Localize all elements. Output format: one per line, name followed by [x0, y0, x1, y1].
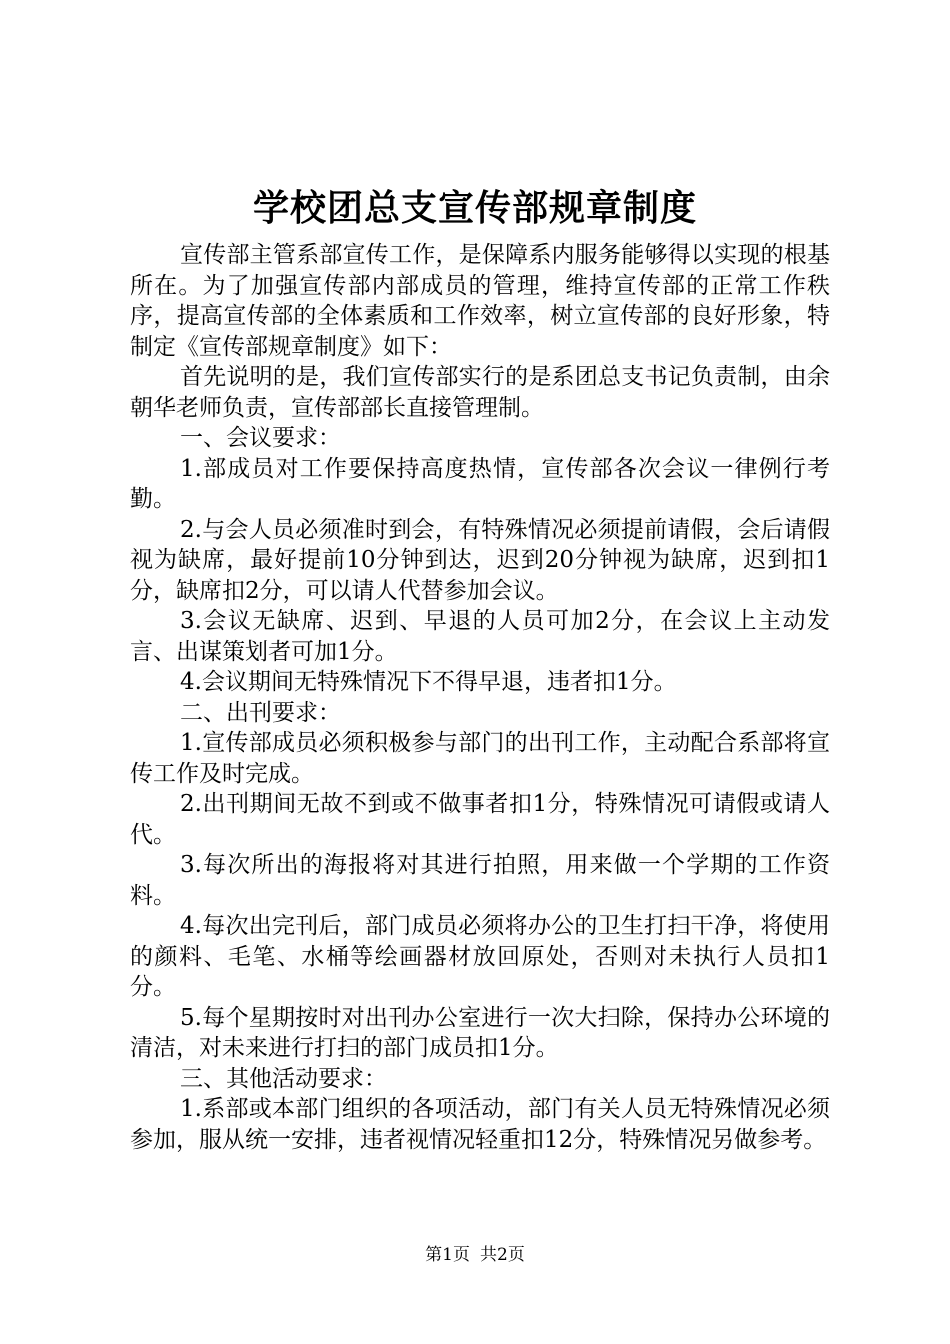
page-total: 共2页 — [480, 1245, 525, 1265]
publishing-rule-5: 5.每个星期按时对出刊办公室进行一次大扫除，保持办公环境的清洁，对未来进行打扫的部门成员扣1分。 — [130, 1004, 830, 1061]
intro-paragraph: 宣传部主管系部宣传工作，是保障系内服务能够得以实现的根基所在。为了加强宣传部内部成员的管理，维持宣传部的正常工作秩序，提高宣传部的全体素质和工作效率，树立宣传部的良好形象，特制定《宣传部规章制度》如下： — [130, 242, 830, 360]
section-heading-publishing: 二、出刊要求： — [180, 699, 341, 726]
meeting-rule-2: 2.与会人员必须准时到会，有特殊情况必须提前请假，会后请假视为缺席，最好提前10分钟到达，迟到20分钟视为缺席，迟到扣1分，缺席扣2分，可以请人代替参加会议。 — [130, 516, 830, 604]
publishing-rule-4: 4.每次出完刊后，部门成员必须将办公的卫生打扫干净，将使用的颜料、毛笔、水桶等绘画器材放回原处，否则对未执行人员扣1分。 — [130, 913, 830, 1000]
responsibility-paragraph: 首先说明的是，我们宣传部实行的是系团总支书记负责制，由余朝华老师负责，宣传部部长直接管理制。 — [130, 364, 830, 421]
publishing-rule-1: 1.宣传部成员必须积极参与部门的出刊工作，主动配合系部将宣传工作及时完成。 — [130, 730, 830, 787]
meeting-rule-3: 3.会议无缺席、迟到、早退的人员可加2分，在会议上主动发言、出谋策划者可加1分。 — [130, 608, 830, 665]
meeting-rule-4: 4.会议期间无特殊情况下不得早退，违者扣1分。 — [180, 669, 677, 695]
page-number: 第1页 — [425, 1245, 470, 1265]
page-footer — [0, 1244, 950, 1266]
document-title: 学校团总支宣传部规章制度 — [252, 187, 697, 229]
document-body — [130, 240, 830, 1155]
section-heading-meetings: 一、会议要求： — [180, 425, 341, 451]
publishing-rule-2: 2.出刊期间无故不到或不做事者扣1分，特殊情况可请假或请人代。 — [130, 791, 830, 848]
meeting-rule-1: 1.部成员对工作要保持高度热情，宣传部各次会议一律例行考勤。 — [130, 455, 830, 512]
section-heading-other-activities: 三、其他活动要求： — [180, 1065, 387, 1092]
publishing-rule-3: 3.每次所出的海报将对其进行拍照，用来做一个学期的工作资料。 — [130, 852, 830, 909]
activity-rule-1: 1.系部或本部门组织的各项活动，部门有关人员无特殊情况必须参加，服从统一安排，违者视情况轻重扣12分，特殊情况另做参考。 — [130, 1096, 830, 1153]
